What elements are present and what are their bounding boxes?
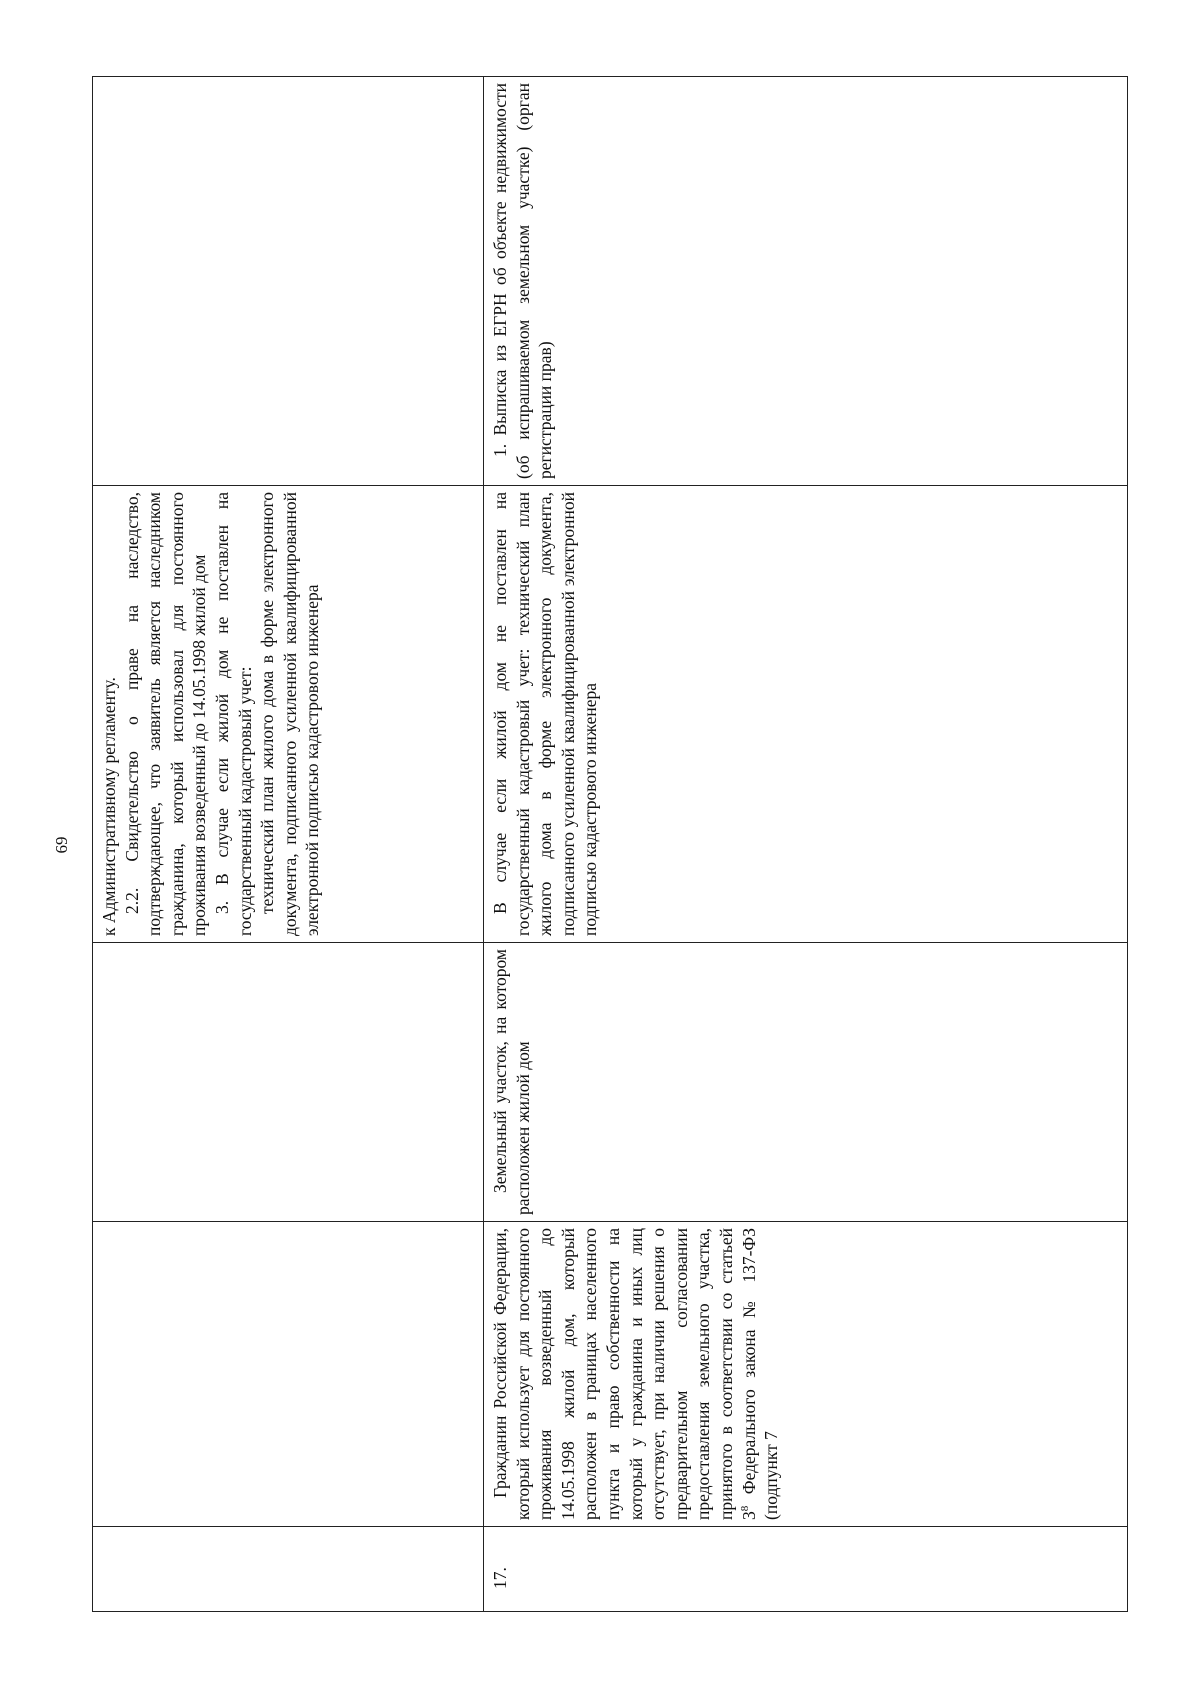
row17-smev-text: 1. Выписка из ЕГРН об объекте недвижимости (об испрашиваемом земельном участке) (орган регистрации прав) [490, 83, 556, 479]
row-prev-applicant-cell [93, 1222, 484, 1527]
row17-smev-cell [484, 77, 1128, 486]
row-prev-category-cell [93, 943, 484, 1222]
row-prev-number-cell [93, 1527, 484, 1612]
row17-number-cell [484, 1527, 1128, 1612]
row17-applicant-text [489, 1228, 783, 1520]
row17-category-cell [484, 943, 1128, 1222]
rotated-table-wrapper [92, 76, 1128, 1612]
row17-applicant-superscript: 8 [738, 1505, 751, 1512]
row17-documents-cell [484, 486, 1128, 943]
row17-applicant-cell [484, 1222, 1128, 1527]
row-prev-doc-line1: к Административному регламенту. [99, 677, 119, 936]
row17-applicant-main: Гражданин Российской Федерации, который использует для постоянного проживания возведенный до 14.05.1998 жилой дом, который расположен в границах населенного пункта и право собственности на который у гражданина и иных лиц отсутствует, при наличии решения о предварительном согласовании предоставления земельного участка, принятого в соответствии со статьей 3 [490, 1228, 759, 1520]
page-number: 69 [52, 836, 71, 854]
row-prev-smev-cell [93, 77, 484, 486]
row17-applicant-tail: Федерального закона № 137-ФЗ (подпункт 7 [738, 1228, 782, 1520]
row17-category-text: Земельный участок, на котором расположен жилой дом [490, 949, 533, 1215]
row-prev-doc-3-sub: технический план жилого дома в форме электронного документа, подписанного усиленной квалифицированной электронной подписью кадастрового инженера [257, 492, 323, 936]
row17-documents-text: В случае если жилой дом не поставлен на государственный кадастровый учет: технический план жилого дома в форме электронного документа, подписанного усиленной квалифицированной электронной подписью кадастрового инженера [490, 492, 601, 936]
table-row [484, 77, 1128, 1612]
row-prev-documents-cell [93, 486, 484, 943]
row17-number: 17. [490, 1567, 510, 1589]
documents-table [92, 76, 1128, 1612]
table-row [93, 77, 484, 1612]
row-prev-doc-3: 3. В случае если жилой дом не поставлен на государственный кадастровый учет: [211, 492, 255, 936]
row-prev-doc-2-2: 2.2. Свидетельство о праве на наследство, подтверждающее, что заявитель является наследником гражданина, который использовал для постоянного проживания возведенный до 14.05.1998 жилой дом [121, 492, 210, 936]
